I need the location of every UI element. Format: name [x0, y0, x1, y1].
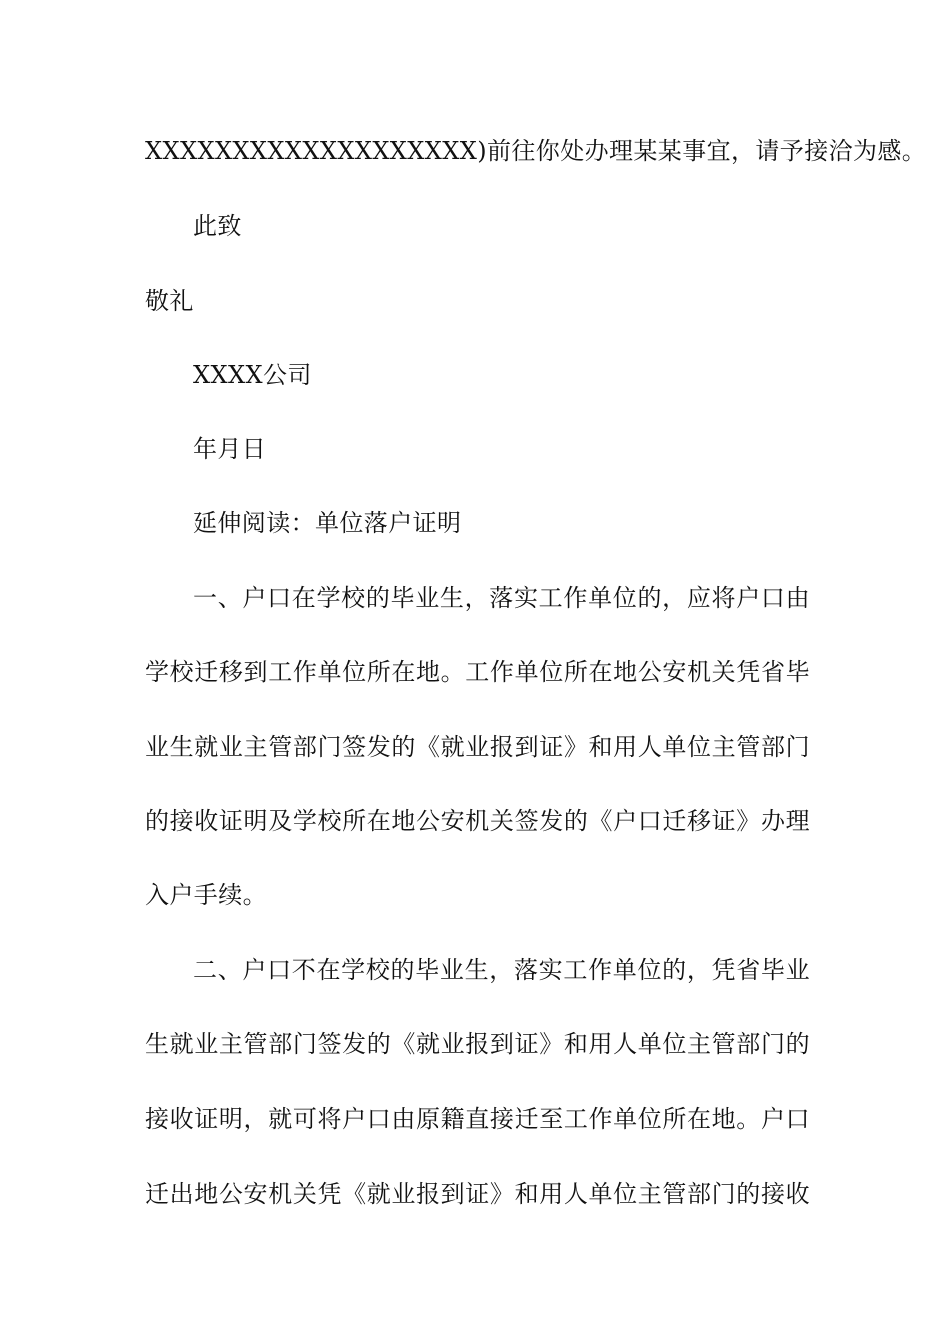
section-1-line: 业生就业主管部门签发的《就业报到证》和用人单位主管部门: [145, 733, 810, 761]
section-2-line: 迁出地公安机关凭《就业报到证》和用人单位主管部门的接收: [145, 1180, 810, 1208]
section-1-line: 的接收证明及学校所在地公安机关签发的《户口迁移证》办理: [145, 807, 810, 835]
section-1-line: 一、户口在学校的毕业生，落实工作单位的，应将户口由: [193, 584, 810, 612]
salutation-zhici: 此致: [193, 212, 242, 240]
section-1-line: 学校迁移到工作单位所在地。工作单位所在地公安机关凭省毕: [145, 658, 810, 686]
section-2-line: 接收证明，就可将户口由原籍直接迁至工作单位所在地。户口: [145, 1105, 810, 1133]
extended-reading-heading: 延伸阅读：单位落户证明: [193, 509, 462, 537]
section-1-line: 入户手续。: [145, 881, 267, 909]
signature-date: 年月日: [193, 435, 267, 463]
section-2-line: 生就业主管部门签发的《就业报到证》和用人单位主管部门的: [145, 1030, 810, 1058]
sender-company: XXXX公司: [193, 361, 312, 389]
salutation-jingli: 敬礼: [145, 287, 194, 315]
section-2-line: 二、户口不在学校的毕业生，落实工作单位的，凭省毕业: [193, 956, 810, 984]
opening-line: XXXXXXXXXXXXXXXXXXX)前往你处办理某某事宜，请予接洽为感。: [145, 137, 927, 165]
